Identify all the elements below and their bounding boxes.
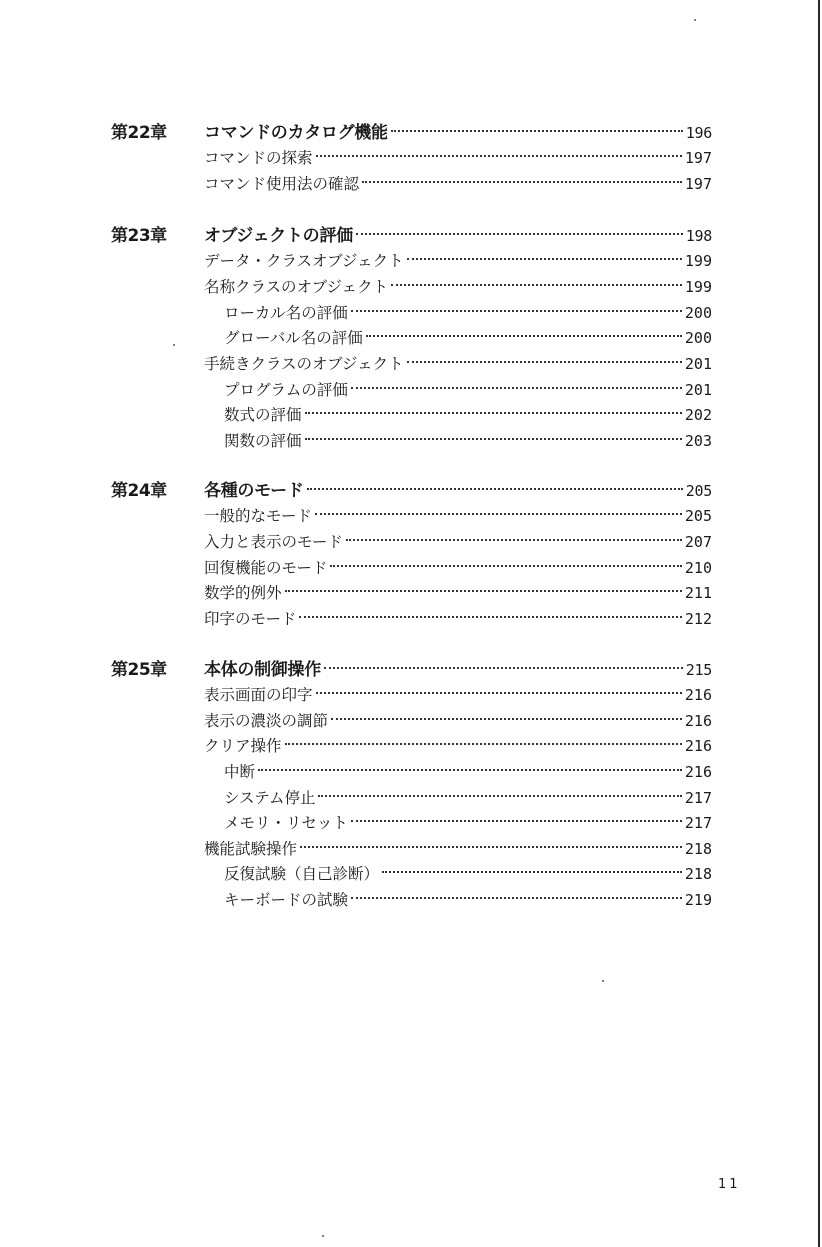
dot-leader: [307, 488, 683, 490]
page-edge-shadow: [818, 0, 820, 1247]
entry-title: システム停止: [224, 789, 316, 807]
entry-title: 本体の制御操作: [204, 660, 321, 680]
entry-page: 218: [684, 865, 712, 883]
entry-title: ローカル名の評価: [224, 304, 348, 322]
dot-leader: [351, 897, 682, 899]
dot-leader: [351, 310, 682, 312]
chapter-label: 第25章: [111, 660, 167, 680]
chapter-label: 第22章: [111, 123, 167, 143]
dot-leader: [382, 871, 682, 873]
dot-leader: [305, 412, 682, 414]
scan-speck: [602, 980, 604, 982]
dot-leader: [330, 565, 682, 567]
entry-page: 199: [684, 278, 712, 296]
entry-page: 197: [684, 149, 712, 167]
toc-entry-head[interactable]: [204, 478, 712, 504]
dot-leader: [315, 513, 682, 515]
entry-title: 回復機能のモード: [204, 559, 328, 577]
dot-leader: [407, 361, 682, 363]
dot-leader: [285, 590, 682, 592]
toc-subentry[interactable]: [224, 377, 712, 403]
entry-title: クリア操作: [204, 737, 282, 755]
dot-leader: [300, 846, 682, 848]
entry-page: 196: [685, 124, 712, 142]
chapter-label: 第23章: [111, 226, 167, 246]
entry-title: メモリ・リセット: [224, 814, 348, 832]
toc-entry[interactable]: [204, 351, 712, 377]
entry-page: 203: [684, 432, 712, 450]
entry-title: 印字のモード: [204, 610, 297, 628]
dot-leader: [258, 769, 682, 771]
dot-leader: [305, 438, 682, 440]
dot-leader: [391, 284, 682, 286]
entry-page: 200: [684, 329, 712, 347]
entry-page: 216: [684, 737, 712, 755]
entry-page: 202: [684, 406, 712, 424]
entry-page: 200: [684, 304, 712, 322]
scan-speck: [322, 1235, 324, 1237]
dot-leader: [356, 233, 683, 235]
toc-subentry[interactable]: [224, 759, 712, 785]
dot-leader: [407, 258, 682, 260]
entry-page: 201: [684, 381, 712, 399]
toc-entry[interactable]: [204, 682, 712, 708]
entry-title: 名称クラスのオブジェクト: [204, 278, 389, 296]
entry-page: 210: [684, 559, 712, 577]
entry-page: 217: [684, 789, 712, 807]
entry-page: 215: [685, 661, 712, 679]
entry-page: 211: [684, 584, 712, 602]
toc-subentry[interactable]: [224, 300, 712, 326]
toc-entry-head[interactable]: [204, 120, 712, 146]
entry-page: 205: [685, 482, 712, 500]
entry-title: 一般的なモード: [204, 507, 312, 525]
toc-entry[interactable]: [204, 248, 712, 274]
toc-subentry[interactable]: [224, 887, 712, 913]
entry-title: プログラムの評価: [224, 381, 348, 399]
entry-page: 199: [684, 252, 712, 270]
dot-leader: [351, 387, 682, 389]
entry-page: 216: [684, 686, 712, 704]
toc-entry[interactable]: [204, 555, 712, 581]
entry-page: 216: [684, 763, 712, 781]
entry-title: 関数の評価: [224, 432, 302, 450]
toc-subentry[interactable]: [224, 785, 712, 811]
dot-leader: [362, 181, 682, 183]
entry-title: コマンドの探索: [204, 149, 313, 167]
dot-leader: [331, 718, 682, 720]
toc-subentry[interactable]: [224, 428, 712, 454]
entry-title: 反復試験（自己診断）: [224, 865, 380, 883]
toc-subentry[interactable]: [224, 325, 712, 351]
dot-leader: [316, 692, 682, 694]
entry-page: 216: [684, 712, 712, 730]
toc-entry[interactable]: [204, 529, 712, 555]
dot-leader: [285, 743, 682, 745]
entry-title: 数学的例外: [204, 584, 282, 602]
entry-title: 数式の評価: [224, 406, 302, 424]
entry-title: コマンド使用法の確認: [204, 175, 360, 193]
toc-entry[interactable]: [204, 145, 712, 171]
entry-title: 表示画面の印字: [204, 686, 313, 704]
dot-leader: [366, 335, 682, 337]
entry-page: 198: [685, 227, 712, 245]
dot-leader: [318, 795, 681, 797]
entry-page: 219: [684, 891, 712, 909]
toc-subentry[interactable]: [224, 402, 712, 428]
dot-leader: [391, 130, 683, 132]
scan-speck: [694, 19, 696, 21]
entry-title: 中断: [224, 763, 256, 781]
entry-title: 機能試験操作: [204, 840, 298, 858]
entry-title: グローバル名の評価: [224, 329, 363, 347]
entry-page: 207: [684, 533, 712, 551]
entry-page: 201: [684, 355, 712, 373]
toc-entry[interactable]: [204, 171, 712, 197]
chapter-label: 第24章: [111, 481, 167, 501]
entry-title: 手続きクラスのオブジェクト: [204, 355, 404, 373]
scan-speck: [173, 344, 175, 346]
toc-entry[interactable]: [204, 836, 712, 862]
entry-page: 205: [684, 507, 712, 525]
entry-page: 217: [684, 814, 712, 832]
dot-leader: [299, 616, 682, 618]
dot-leader: [324, 667, 683, 669]
dot-leader: [316, 155, 682, 157]
toc-entry-head[interactable]: [204, 657, 712, 683]
entry-title: キーボードの試験: [224, 891, 349, 909]
entry-page: 218: [684, 840, 712, 858]
entry-page: 197: [684, 175, 712, 193]
toc-entry[interactable]: [204, 606, 712, 632]
toc-entry-head[interactable]: [204, 223, 712, 249]
toc-entry[interactable]: [204, 274, 712, 300]
toc-entry[interactable]: [204, 733, 712, 759]
entry-title: 表示の濃淡の調節: [204, 712, 329, 730]
toc-subentry[interactable]: [224, 810, 712, 836]
dot-leader: [346, 539, 682, 541]
entry-title: 各種のモード: [204, 481, 304, 501]
dot-leader: [351, 820, 682, 822]
page-number: 11: [718, 1177, 741, 1192]
entry-title: コマンドのカタログ機能: [204, 123, 388, 143]
toc-entry[interactable]: [204, 580, 712, 606]
toc-entry[interactable]: [204, 503, 712, 529]
toc-entry[interactable]: [204, 708, 712, 734]
entry-title: 入力と表示のモード: [204, 533, 343, 551]
entry-title: データ・クラスオブジェクト: [204, 252, 404, 270]
toc-subentry[interactable]: [224, 861, 712, 887]
entry-title: オブジェクトの評価: [204, 226, 353, 246]
entry-page: 212: [684, 610, 712, 628]
